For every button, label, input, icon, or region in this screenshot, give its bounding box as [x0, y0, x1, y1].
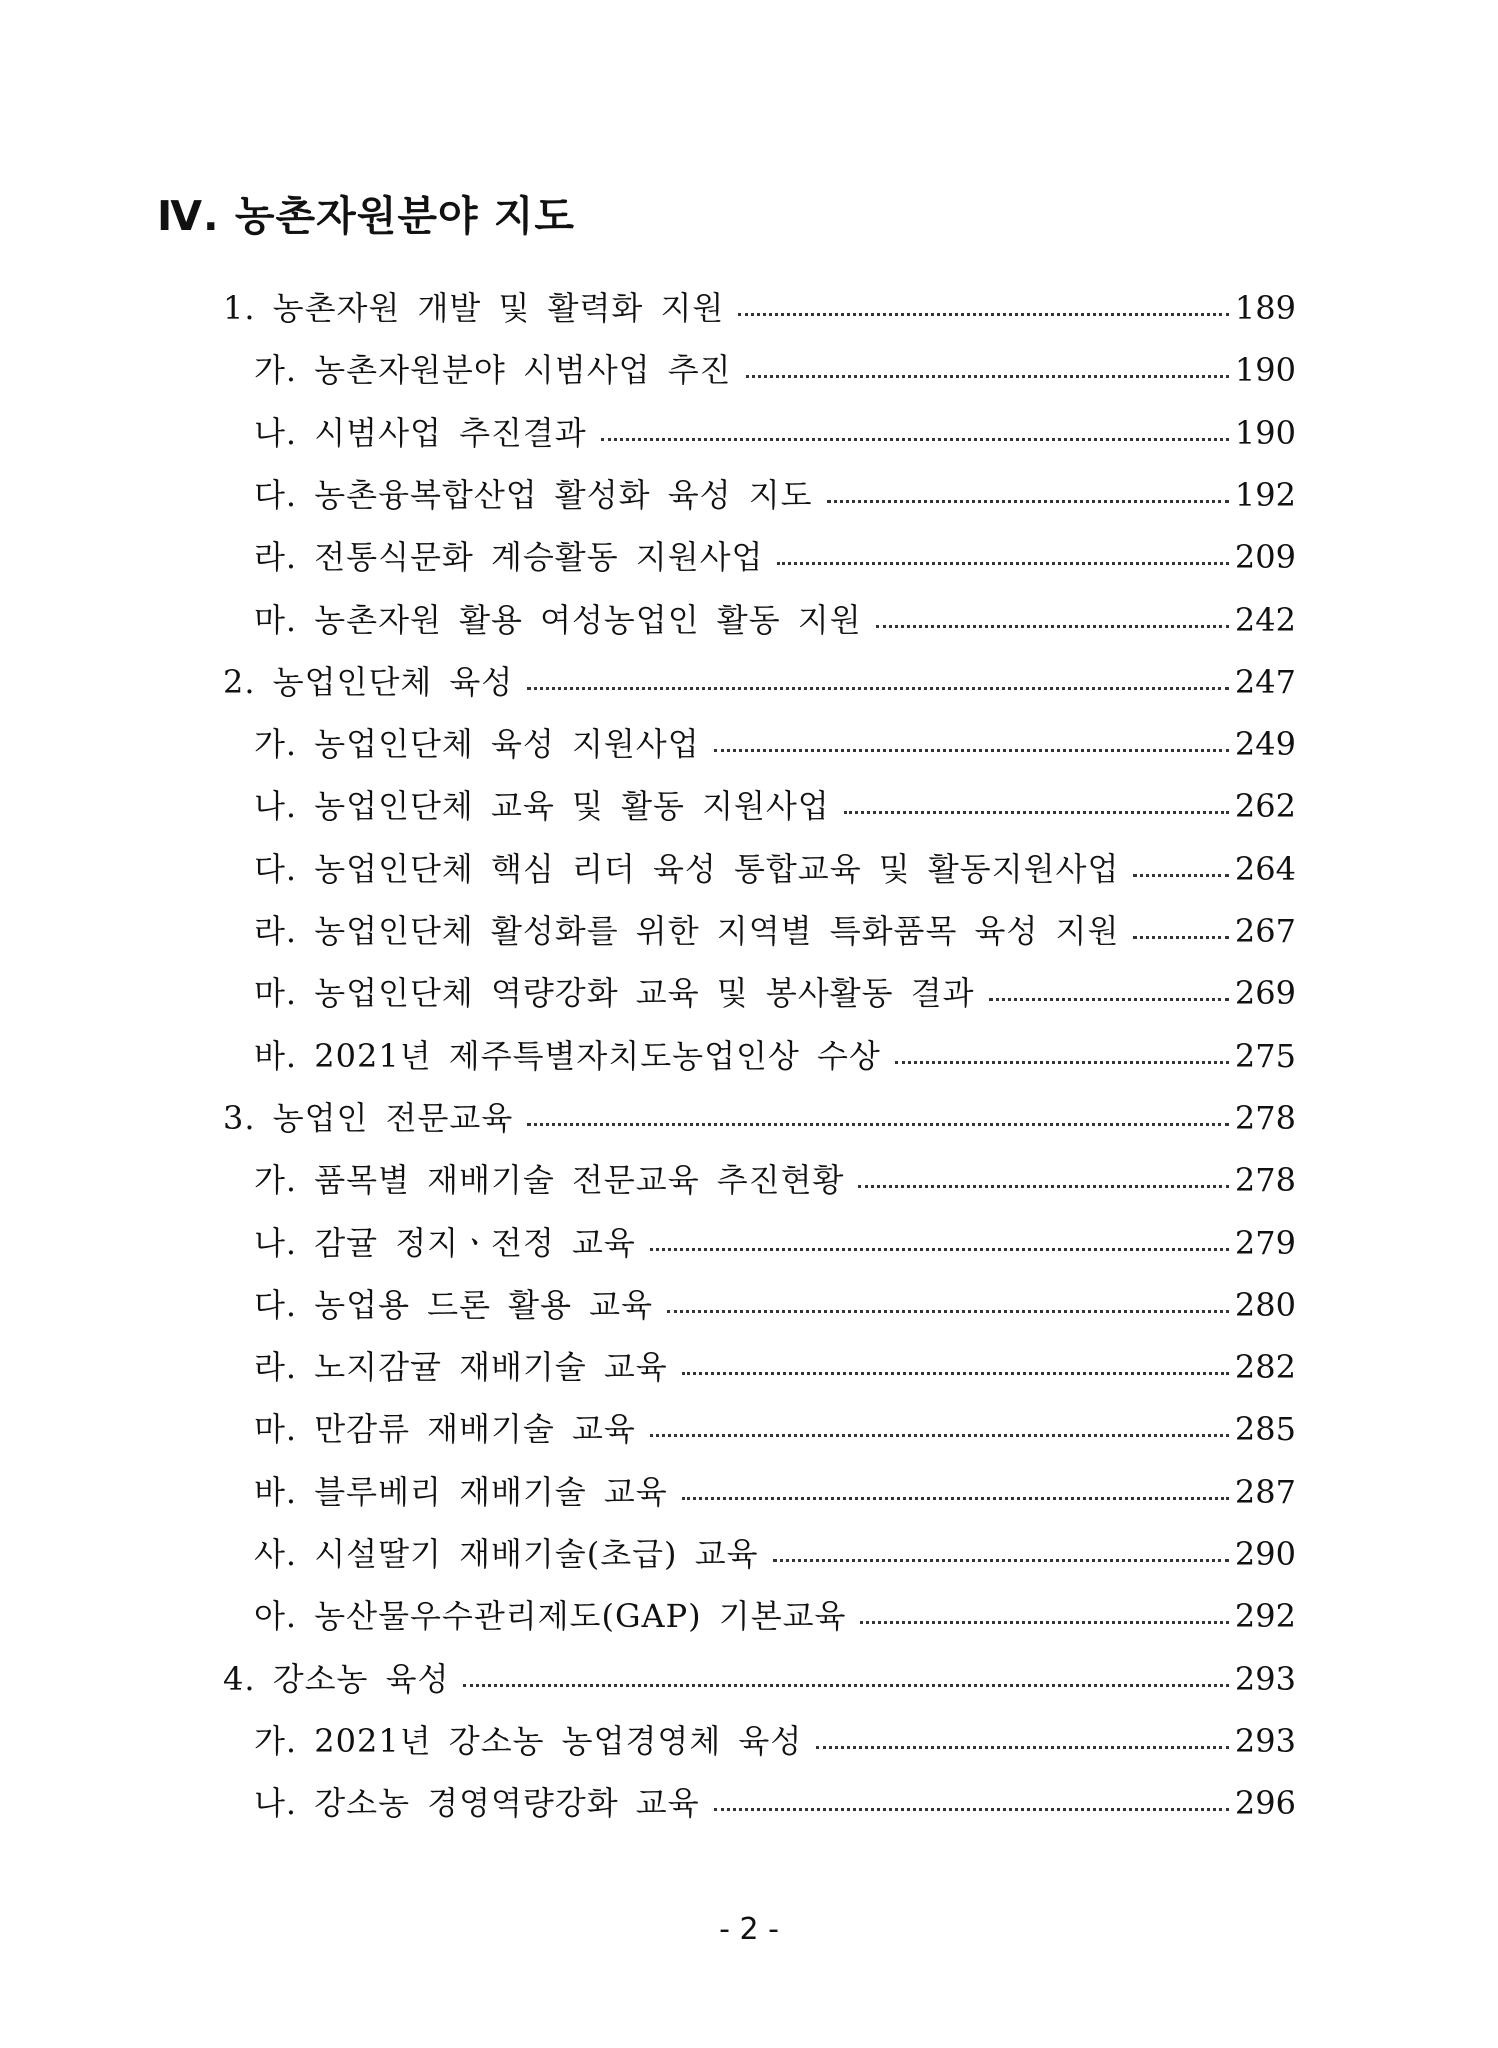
toc-page-number: 192 [1234, 476, 1296, 514]
toc-dot-leader [738, 313, 1229, 316]
toc-dot-leader [989, 998, 1229, 1001]
toc-dot-leader [1133, 936, 1229, 939]
toc-entry-title: 1. 농촌자원 개발 및 활력화 지원 [223, 289, 725, 327]
section-title: Ⅳ. 농촌자원분야 지도 [157, 192, 576, 240]
toc-chapter-entry [223, 646, 1296, 701]
toc-entry-title: 2. 농업인단체 육성 [223, 663, 514, 701]
toc-page-number: 275 [1234, 1037, 1296, 1075]
toc-subsection-entry [254, 1144, 1296, 1199]
toc-dot-leader [876, 625, 1229, 628]
toc-dot-leader [714, 1808, 1229, 1811]
toc-entry-title: 라. 농업인단체 활성화를 위한 지역별 특화품목 육성 지원 [254, 912, 1120, 950]
toc-subsection-entry [254, 1331, 1296, 1386]
toc-page-number: 279 [1234, 1224, 1296, 1262]
toc-dot-leader [858, 1185, 1228, 1188]
toc-entry-title: 마. 농업인단체 역량강화 교육 및 봉사활동 결과 [254, 974, 975, 1012]
toc-dot-leader [682, 1372, 1229, 1375]
toc-entry-title: 가. 2021년 강소농 농업경영체 육성 [254, 1722, 803, 1760]
toc-dot-leader [682, 1497, 1229, 1500]
toc-page-number: 293 [1234, 1660, 1296, 1698]
toc-page-number: 249 [1234, 725, 1296, 763]
toc-subsection-entry [254, 1393, 1296, 1448]
toc-dot-leader [816, 1746, 1229, 1749]
toc-entry-title: 4. 강소농 육성 [223, 1660, 450, 1698]
toc-entry-title: 가. 품목별 재배기술 전문교육 추진현황 [254, 1161, 845, 1199]
toc-entry-title: 나. 시범사업 추진결과 [254, 414, 587, 452]
toc-entry-title: 라. 노지감귤 재배기술 교육 [254, 1348, 668, 1386]
toc-entry-title: 가. 농업인단체 육성 지원사업 [254, 725, 700, 763]
toc-page-number: 269 [1234, 974, 1296, 1012]
toc-page-number: 282 [1234, 1348, 1296, 1386]
toc-page-number: 292 [1234, 1597, 1296, 1635]
toc-subsection-entry [254, 833, 1296, 888]
toc-subsection-entry [254, 1456, 1296, 1511]
toc-page-number: 262 [1234, 787, 1296, 825]
toc-subsection-entry [254, 334, 1296, 389]
toc-page-number: 264 [1234, 850, 1296, 888]
toc-dot-leader [714, 749, 1229, 752]
toc-dot-leader [463, 1684, 1228, 1687]
toc-dot-leader [746, 375, 1229, 378]
toc-page-number: 190 [1234, 351, 1296, 389]
toc-entry-title: 라. 전통식문화 계승활동 지원사업 [254, 538, 764, 576]
toc-dot-leader [860, 1621, 1228, 1624]
toc-chapter-entry [223, 1643, 1296, 1698]
toc-page-number: 190 [1234, 414, 1296, 452]
toc-entry-title: 바. 2021년 제주특별자치도농업인상 수상 [254, 1037, 881, 1075]
toc-entry-title: 나. 강소농 경영역량강화 교육 [254, 1784, 700, 1822]
toc-dot-leader [650, 1248, 1229, 1251]
toc-subsection-entry [254, 1767, 1296, 1822]
toc-dot-leader [527, 687, 1229, 690]
toc-entry-title: 3. 농업인 전문교육 [223, 1099, 514, 1137]
toc-subsection-entry [254, 521, 1296, 576]
toc-page-number: 287 [1234, 1473, 1296, 1511]
toc-entry-title: 가. 농촌자원분야 시범사업 추진 [254, 351, 732, 389]
toc-subsection-entry [254, 459, 1296, 514]
toc-page-number: 293 [1234, 1722, 1296, 1760]
toc-subsection-entry [254, 1580, 1296, 1635]
toc-subsection-entry [254, 957, 1296, 1012]
toc-entry-title: 사. 시설딸기 재배기술(초급) 교육 [254, 1535, 759, 1573]
toc-page-number: 285 [1234, 1410, 1296, 1448]
toc-entry-title: 다. 농촌융복합산업 활성화 육성 지도 [254, 476, 813, 514]
toc-entry-title: 아. 농산물우수관리제도(GAP) 기본교육 [254, 1597, 847, 1635]
toc-page-number: 242 [1234, 601, 1296, 639]
toc-subsection-entry [254, 1020, 1296, 1075]
toc-subsection-entry [254, 770, 1296, 825]
toc-dot-leader [895, 1061, 1229, 1064]
toc-entry-title: 나. 농업인단체 교육 및 활동 지원사업 [254, 787, 830, 825]
toc-entry-title: 마. 농촌자원 활용 여성농업인 활동 지원 [254, 601, 862, 639]
toc-chapter-entry [223, 272, 1296, 327]
toc-entry-title: 다. 농업인단체 핵심 리더 육성 통합교육 및 활동지원사업 [254, 850, 1120, 888]
toc-page-number: 247 [1234, 663, 1296, 701]
toc-dot-leader [777, 562, 1228, 565]
toc-entry-title: 다. 농업용 드론 활용 교육 [254, 1286, 653, 1324]
toc-dot-leader [827, 500, 1229, 503]
toc-dot-leader [650, 1434, 1229, 1437]
toc-dot-leader [844, 811, 1229, 814]
toc-page-number: 278 [1234, 1099, 1296, 1137]
toc-entry-title: 바. 블루베리 재배기술 교육 [254, 1473, 668, 1511]
toc-subsection-entry [254, 1705, 1296, 1760]
toc-subsection-entry [254, 1269, 1296, 1324]
page-number: - 2 - [719, 1912, 779, 1947]
toc-page-number: 189 [1234, 289, 1296, 327]
toc-dot-leader [601, 438, 1229, 441]
toc-subsection-entry [254, 397, 1296, 452]
toc-page-number: 267 [1234, 912, 1296, 950]
toc-dot-leader [1133, 874, 1229, 877]
toc-subsection-entry [254, 708, 1296, 763]
toc-subsection-entry [254, 895, 1296, 950]
toc-entry-title: 나. 감귤 정지ㆍ전정 교육 [254, 1224, 636, 1262]
toc-page-number: 278 [1234, 1161, 1296, 1199]
toc-chapter-entry [223, 1082, 1296, 1137]
toc-dot-leader [527, 1123, 1229, 1126]
toc-dot-leader [773, 1559, 1229, 1562]
toc-subsection-entry [254, 584, 1296, 639]
toc-subsection-entry [254, 1207, 1296, 1262]
toc-entry-title: 마. 만감류 재배기술 교육 [254, 1410, 636, 1448]
toc-page-number: 296 [1234, 1784, 1296, 1822]
toc-subsection-entry [254, 1518, 1296, 1573]
toc-page-number: 280 [1234, 1286, 1296, 1324]
toc-page-number: 290 [1234, 1535, 1296, 1573]
toc-page-number: 209 [1234, 538, 1296, 576]
toc-dot-leader [667, 1310, 1229, 1313]
